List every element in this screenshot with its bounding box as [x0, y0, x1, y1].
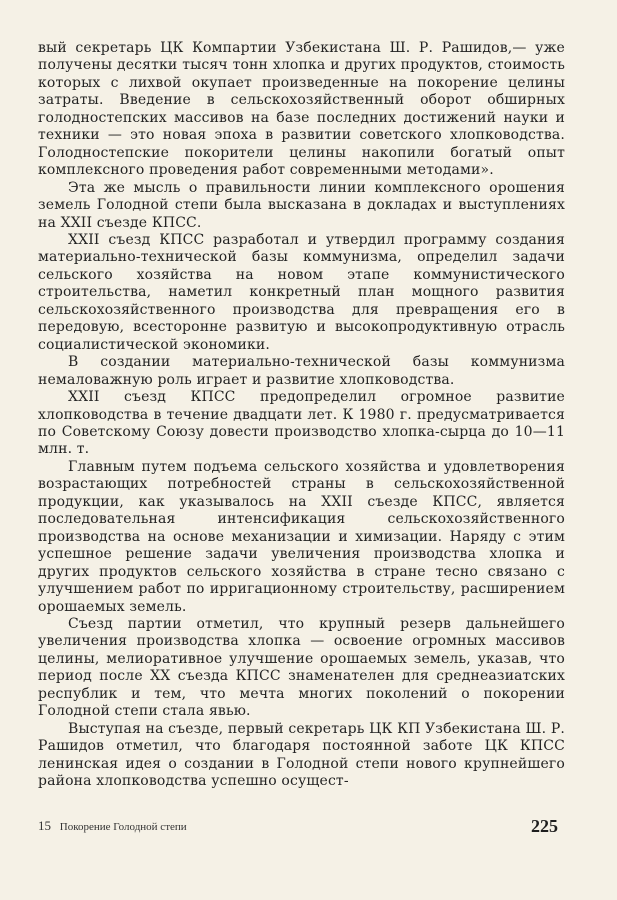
text-body — [38, 40, 565, 790]
paragraph: XXII съезд КПСС разработал и утвердил программу создания материально-технической базы коммунизма, определил задачи сельского хозяйства на новом этапе коммунистического строительства, наметил конкретный план мощного развития сельскохозяйственного производства для превращения его в передовую, всесторонне развитую и высокопродуктивную отрасль социалистической экономики. — [38, 231, 565, 353]
paragraph: В создании материально-технической базы коммунизма немаловажную роль играет и развитие хлопководства. — [38, 354, 565, 388]
paragraph: вый секретарь ЦК Компартии Узбекистана Ш. Р. Рашидов,— уже получены десятки тысяч тонн хлопка и других продуктов, стоимость которых с лихвой окупает произведенные на покорение целины затраты. Введение в сельскохозяйственный оборот обширных голодностепских массивов на базе последних достижений науки и техники — это новая эпоха в развитии советского хлопководства. Голодностепские покорители целины накопили богатый опыт комплексного проведения работ современными методами». — [38, 40, 565, 179]
signature-number: 15 — [38, 818, 51, 833]
paragraph: Главным путем подъема сельского хозяйства и удовлетворения возрастающих потребностей страны в сельскохозяйственной продукции, как указывалось на XXII съезде КПСС, является последовательная интенсификация сельскохозяйственного производства на основе механизации и химизации. Наряду с этим успешное решение задачи увеличения производства хлопка и других продуктов сельского хозяйства в стране тесно связано с улучшением работ по ирригационному строительству, расширением орошаемых земель. — [38, 458, 565, 615]
page-number: 225 — [531, 816, 558, 836]
signature-title: Покорение Голодной степи — [59, 821, 187, 833]
printer-signature — [38, 818, 187, 834]
paragraph: XXII съезд КПСС предопределил огромное развитие хлопководства в течение двадцати лет. К 1980 г. предусматривается по Советскому Союзу довести производство хлопка-сырца до 10—11 млн. т. — [38, 389, 565, 458]
paragraph: Съезд партии отметил, что крупный резерв дальнейшего увеличения производства хлопка — освоение огромных массивов целины, мелиоративное улучшение орошаемых земель, указав, что период после XX съезда КПСС знаменателен для среднеазиатских республик и тем, что мечта многих поколений о покорении Голодной степи стала явью. — [38, 615, 565, 720]
paragraph: Эта же мысль о правильности линии комплексного орошения земель Голодной степи была высказана в докладах и выступлениях на XXII съезде КПСС. — [38, 179, 565, 231]
paragraph: Выступая на съезде, первый секретарь ЦК КП Узбекистана Ш. Р. Рашидов отметил, что благодаря постоянной заботе ЦК КПСС ленинская идея о создании в Голодной степи нового крупнейшего района хлопководства успешно осущест- — [38, 720, 565, 790]
